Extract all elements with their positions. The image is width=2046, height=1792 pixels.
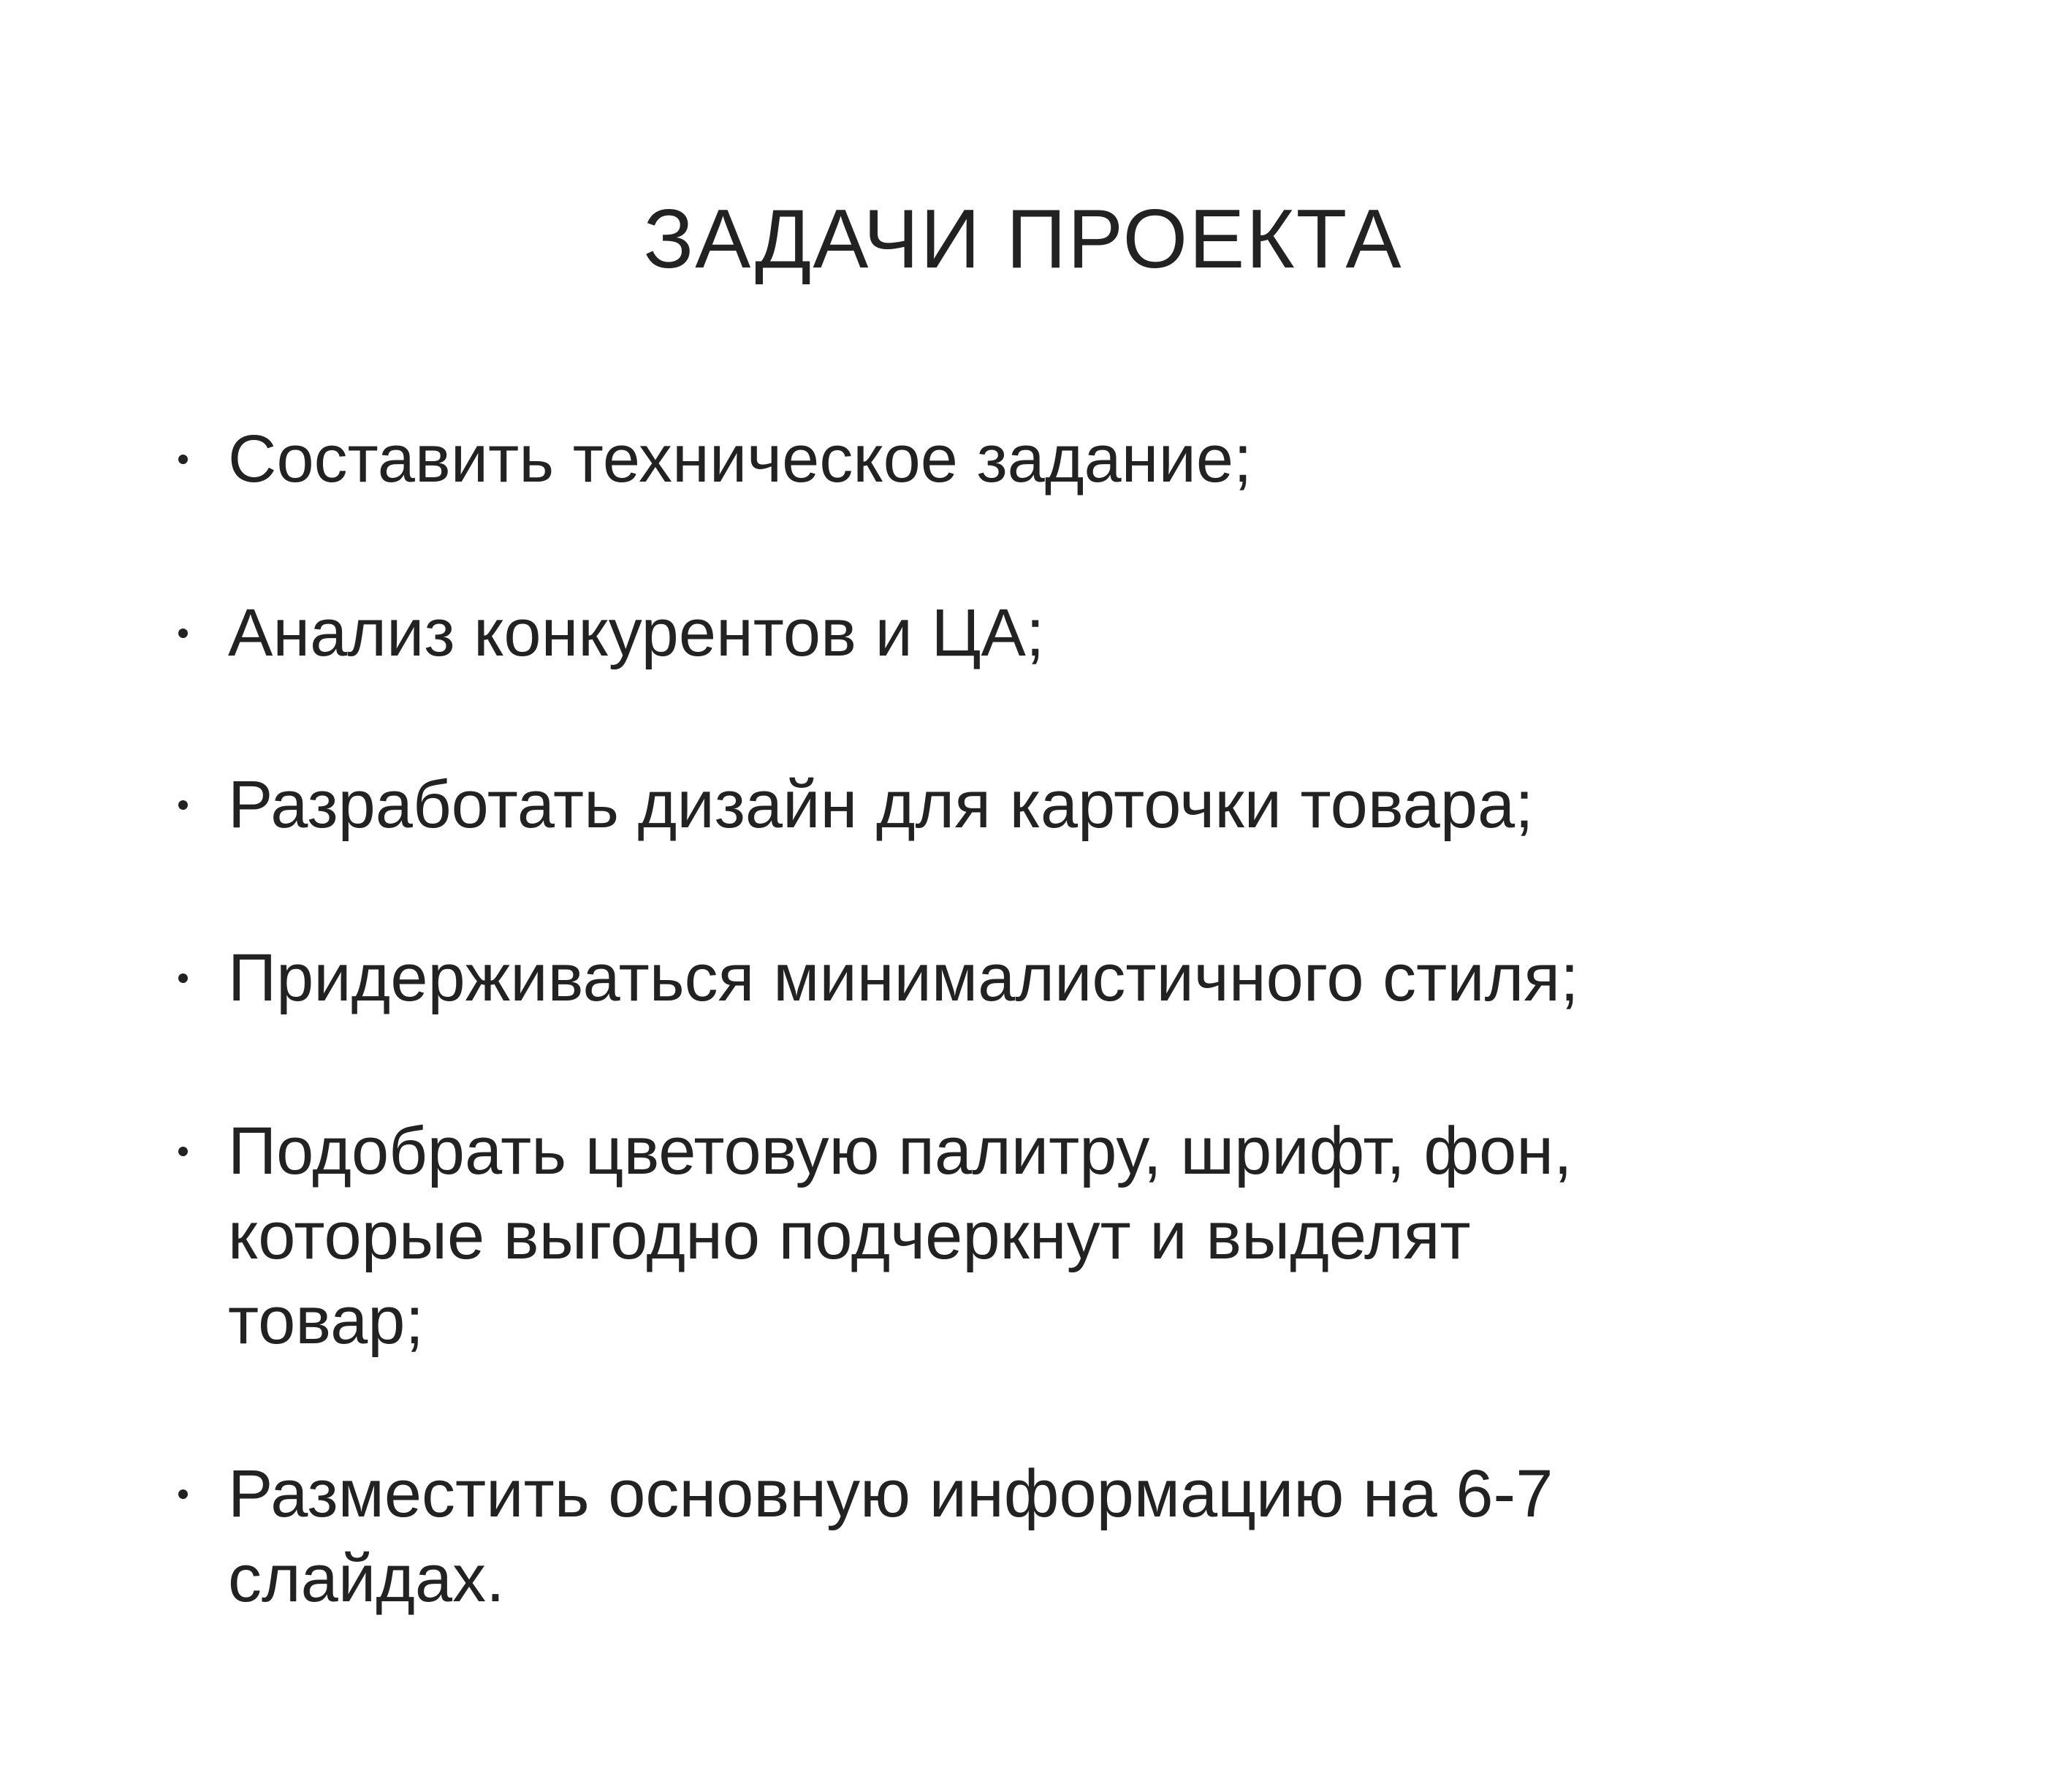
task-item xyxy=(228,762,1653,847)
bullet-icon xyxy=(168,1451,197,1536)
task-text-line: Разместить основную информацию на 6-7 xyxy=(228,1457,1553,1531)
task-text: Составить техническое задание; xyxy=(228,422,1252,496)
task-item xyxy=(228,417,1653,501)
task-text-line: которые выгодно подчеркнут и выделят xyxy=(228,1199,1471,1273)
task-text-line: слайдах. xyxy=(228,1541,505,1616)
task-text-line: Подобрать цветовую палитру, шрифт, фон, xyxy=(228,1114,1572,1188)
page-title: ЗАДАЧИ ПРОЕКТА xyxy=(643,193,1403,286)
task-item xyxy=(228,935,1653,1020)
task-text: Придерживаться минималистичного стиля; xyxy=(228,941,1579,1015)
task-text-line: товар; xyxy=(228,1283,425,1358)
bullet-icon xyxy=(168,591,197,675)
task-item xyxy=(228,1109,1653,1363)
bullet-icon xyxy=(168,1109,197,1193)
bullet-icon xyxy=(168,935,197,1020)
bullet-icon xyxy=(168,417,197,501)
task-text: Разработать дизайн для карточки товара; xyxy=(228,767,1534,842)
task-text: Анализ конкурентов и ЦА; xyxy=(228,596,1045,670)
task-item xyxy=(228,1451,1653,1621)
bullet-icon xyxy=(168,762,197,847)
task-item xyxy=(228,591,1653,675)
